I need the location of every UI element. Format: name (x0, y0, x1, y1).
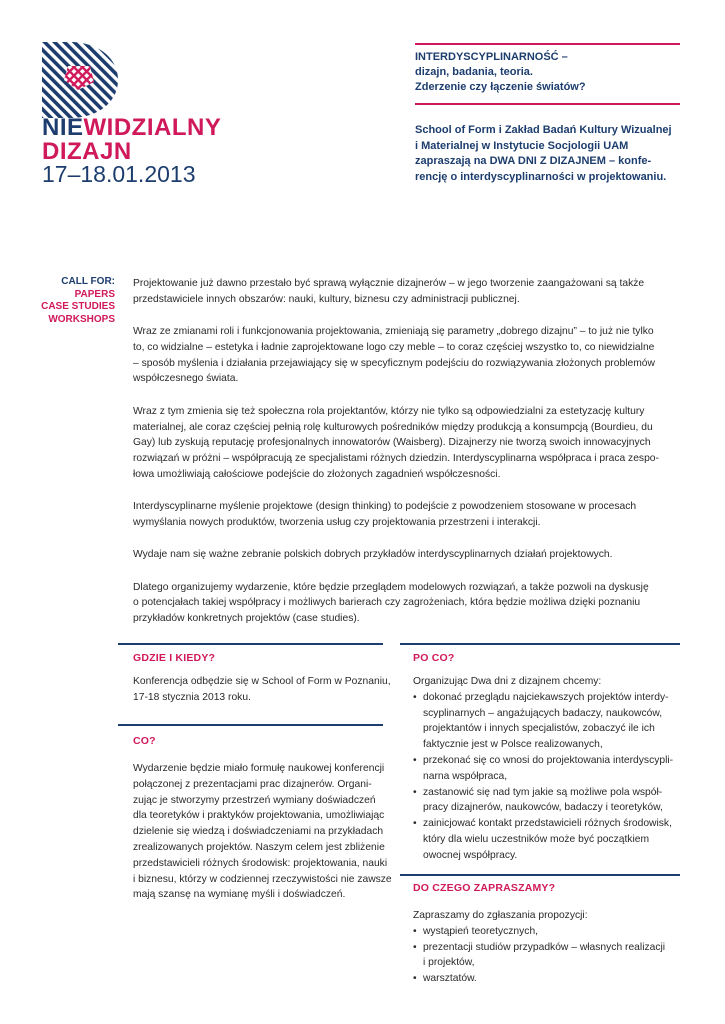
tagline-line: dizajn, badania, teoria. (415, 66, 533, 78)
text-line: łowa umożliwiają całościowe podejście do złożonych zagadnień współczesności. (133, 468, 501, 480)
list-item (413, 753, 688, 785)
poco-bullet-list (413, 690, 688, 864)
section-heading-zapraszamy: DO CZEGO ZAPRASZAMY? (413, 882, 556, 894)
text-line: • przekonać się co wnosi do projektowania interdyscypli- (423, 754, 674, 766)
body-paragraph (133, 276, 688, 308)
body-paragraph (133, 580, 688, 627)
list-item (413, 816, 688, 863)
tagline-line: INTERDYSCYPLINARNOŚĆ – (415, 51, 568, 63)
logo-title-nie: NIE (42, 114, 84, 141)
text-line: przedstawicieli różnych środowisk: projektowania, nauki (133, 857, 388, 869)
text-line: materialnej, ale coraz częściej pełnią rolę kulturowych pośredników między produkcją a konsumpcją (Bourdieu, du (133, 421, 653, 433)
logo-title-line-2: DIZAJN (42, 138, 132, 165)
section-heading-gdzie: GDZIE I KIEDY? (133, 652, 216, 664)
list-item (413, 940, 688, 972)
call-for-item: CASE STUDIES (41, 301, 115, 312)
intro-line: zapraszają na DWA DNI Z DIZAJNEM – konfe- (415, 155, 652, 167)
text-line: dla teoretyków i praktyków projektowania, umożliwiając (133, 810, 385, 822)
call-for-heading: CALL FOR: (61, 276, 115, 287)
text-line: przedstawiciele innych obszarów: nauki, kultury, biznesu czy administracji publicznej. (133, 293, 520, 305)
list-item (413, 971, 688, 987)
intro-line: rencję o interdyscyplinarności w projektowaniu. (415, 170, 667, 183)
text-line: • warsztatów. (423, 973, 477, 985)
text-line: Wraz z tym zmienia się też społeczna rola projektantów, którzy nie tylko są odpowiedzialni za estetyzację kultury (133, 405, 645, 417)
header-divider-bottom (415, 103, 680, 105)
text-line: mają szansę na wymianę myśli i doświadczeń. (133, 889, 346, 901)
logo-title-widzialny: WIDZIALNY (83, 114, 222, 141)
section-text-poco (413, 674, 688, 864)
section-divider (118, 643, 383, 645)
text-line: połączonej z prezentacjami prac dizajnerów. Organi- (133, 778, 372, 790)
call-for-item: PAPERS (74, 288, 115, 300)
text-line: przykładów konkretnych projektów (case studies). (133, 613, 360, 625)
logo-title-line-1 (42, 116, 221, 140)
text-line: • prezentacji studiów przypadków – własnych realizacji (423, 941, 666, 953)
section-divider (118, 724, 383, 726)
text-line: Gay) lub zyskują reputację profesjonalnych innowatorów (Waisberg). Dizajnerzy nie tworzą swoich innowacyjnych (133, 437, 651, 449)
body-paragraph (133, 547, 688, 563)
header-intro (415, 123, 685, 185)
text-line: Konferencja odbędzie się w School of Form w Poznaniu, (133, 676, 391, 687)
text-line: • dokonać przeglądu najciekawszych projektów interdy- (423, 691, 669, 703)
event-dates: 17–18.01.2013 (42, 161, 196, 187)
text-line: Wydaje nam się ważne zebranie polskich dobrych przykładów interdyscyplinarnych działań projektowych. (133, 549, 613, 561)
text-line: faktycznie jest w Polsce realizowanych, (423, 739, 603, 751)
text-line: Zapraszamy do zgłaszania propozycji: (413, 910, 588, 921)
text-line: o potencjałach takiej współpracy i możliwych barierach czy zagrożeniach, która będzie możliwa dzięki poznaniu (133, 597, 641, 609)
text-line: zrealizowanych projektów. Naszym celem jest zbliżenie (133, 841, 385, 853)
text-line: Wraz ze zmianami roli i funkcjonowania projektowania, zmieniają się parametry „dobrego dizajnu” – to już nie tylko (133, 326, 654, 338)
text-line: • zastanowić się nad tym jakie są możliwe pola współ- (423, 786, 663, 798)
section-divider (400, 643, 680, 645)
text-line: pracy dizajnerów, naukowców, badaczy i teoretyków, (423, 802, 663, 814)
text-line: Organizując Dwa dni z dizajnem chcemy: (413, 676, 602, 687)
section-heading-poco: PO CO? (413, 652, 455, 664)
text-line: owocnej współpracy. (423, 849, 518, 861)
tagline-line: Zderzenie czy łączenie światów? (415, 81, 586, 93)
body-paragraph (133, 404, 688, 483)
text-line: i biznesu, którzy w codziennej rzeczywistości nie zawsze (133, 873, 392, 885)
call-for-block (20, 276, 115, 326)
text-line: który dla wielu uczestników może być początkiem (423, 833, 650, 845)
header-divider-top (415, 43, 680, 45)
text-line: 17-18 stycznia 2013 roku. (133, 691, 251, 703)
text-line: – sposób myślenia i działania przejawiający się w specyficznym podejściu do rozwiązywania złożonych problemów (133, 357, 655, 369)
intro-body (133, 276, 688, 644)
text-line: Projektowanie już dawno przestało być sprawą wyłącznie dizajnerów – w jego tworzenie zaangażowani są także (133, 278, 645, 289)
text-line: projektantów i innych specjalistów, zobaczyć ile ich (423, 723, 655, 735)
text-line: rozwiązań w próżni – współpracują ze specjalistami różnych dziedzin. Interdyscyplinarna współpraca i praca zespo- (133, 453, 659, 465)
text-line: to, co widzialne – estetyka i ładnie zaprojektowane logo czy meble – to coraz częściej wszystko to, co niewidzialne (133, 341, 655, 353)
text-line: Dlatego organizujemy wydarzenie, które będzie przeglądem modelowych rozwiązań, a także pozwoli na dyskusję (133, 581, 649, 593)
body-paragraph (133, 324, 688, 387)
section-text-co (133, 761, 398, 903)
text-line: współczesnego świata. (133, 373, 239, 385)
section-text-zapraszamy (413, 908, 688, 987)
text-line: dzielenie się wiedzą i doświadczeniami na przykładach (133, 826, 384, 838)
text-line: wymyślania nowych produktów, tworzenia usług czy projektowania przestrzeni i interakcji. (133, 517, 541, 529)
section-divider (400, 874, 680, 876)
zapraszamy-bullet-list (413, 924, 688, 987)
list-item (413, 690, 688, 753)
list-item (413, 924, 688, 940)
text-line: Interdyscyplinarne myślenie projektowe (design thinking) to podejście z powodzeniem stosowane w procesach (133, 501, 637, 513)
text-line: scyplinarnych – angażujących badaczy, naukowców, (423, 707, 663, 719)
text-line: Wydarzenie będzie miało formułę naukowej konferencji (133, 763, 385, 774)
body-paragraph (133, 499, 688, 531)
section-heading-co: CO? (133, 735, 156, 747)
intro-line: i Materialnej w Instytucie Socjologii UAM (415, 139, 629, 152)
text-line: narna współpraca, (423, 770, 508, 782)
text-line: • zainicjować kontakt przedstawicieli różnych środowisk, (423, 818, 672, 830)
intro-line: School of Form i Zakład Badań Kultury Wizualnej (415, 124, 672, 136)
logo-graphic-icon (40, 40, 120, 120)
text-line: • wystąpień teoretycznych, (423, 925, 539, 937)
text-line: i projektów, (423, 957, 475, 969)
header-tagline (415, 50, 680, 95)
section-text-gdzie (133, 674, 398, 706)
call-for-item: WORKSHOPS (48, 313, 115, 325)
text-line: zując je stworzymy przestrzeń wymiany doświadczeń (133, 794, 376, 806)
list-item (413, 785, 688, 817)
